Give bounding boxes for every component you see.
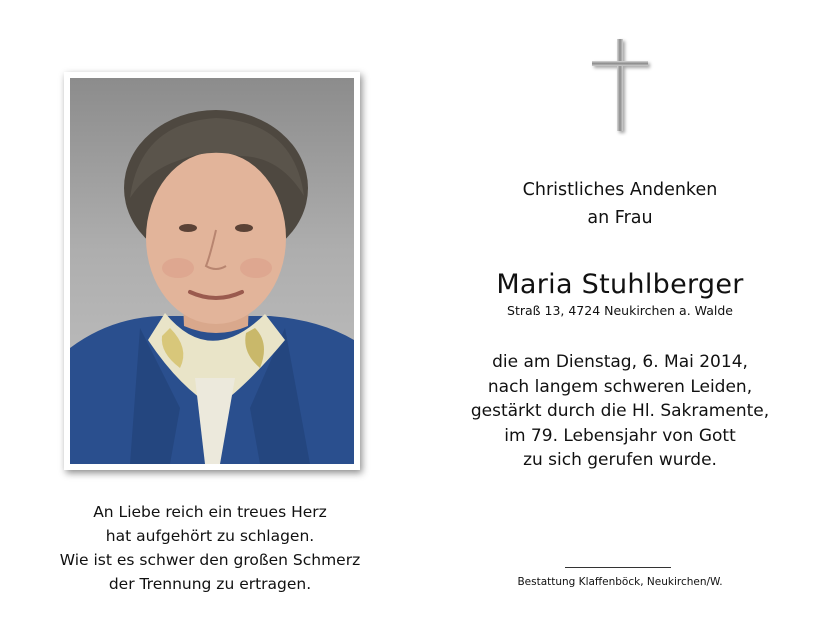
- footer-divider: [565, 567, 671, 568]
- heading-line: Christliches Andenken: [522, 180, 718, 200]
- announcement-line: die am Dienstag, 6. Mai 2014,: [492, 352, 748, 372]
- heading-line: an Frau: [587, 208, 653, 228]
- poem-line: Wie ist es schwer den großen Schmerz: [59, 551, 361, 569]
- announcement-line: nach langem schweren Leiden,: [487, 376, 753, 397]
- announcement-line: im 79. Lebensjahr von Gott: [504, 425, 736, 446]
- memorial-poem: [30, 500, 390, 596]
- deceased-name: Maria Stuhlberger: [496, 269, 744, 300]
- deceased-address: Straß 13, 4724 Neukirchen a. Walde: [507, 303, 733, 318]
- poem-line: An Liebe reich ein treues Herz: [93, 503, 327, 521]
- poem-line: hat aufgehört zu schlagen.: [105, 527, 315, 545]
- memorial-heading: [450, 176, 790, 232]
- undertaker-credit: Bestattung Klaffenböck, Neukirchen/W.: [517, 576, 723, 588]
- cross-icon: [586, 36, 656, 136]
- portrait-illustration: [70, 78, 354, 464]
- announcement-line: zu sich gerufen wurde.: [523, 450, 717, 470]
- portrait-photo: [70, 78, 354, 464]
- poem-line: der Trennung zu ertragen.: [108, 575, 312, 593]
- portrait-frame: [64, 72, 360, 470]
- announcement-text: [450, 350, 790, 473]
- announcement-line: gestärkt durch die Hl. Sakramente,: [470, 401, 770, 421]
